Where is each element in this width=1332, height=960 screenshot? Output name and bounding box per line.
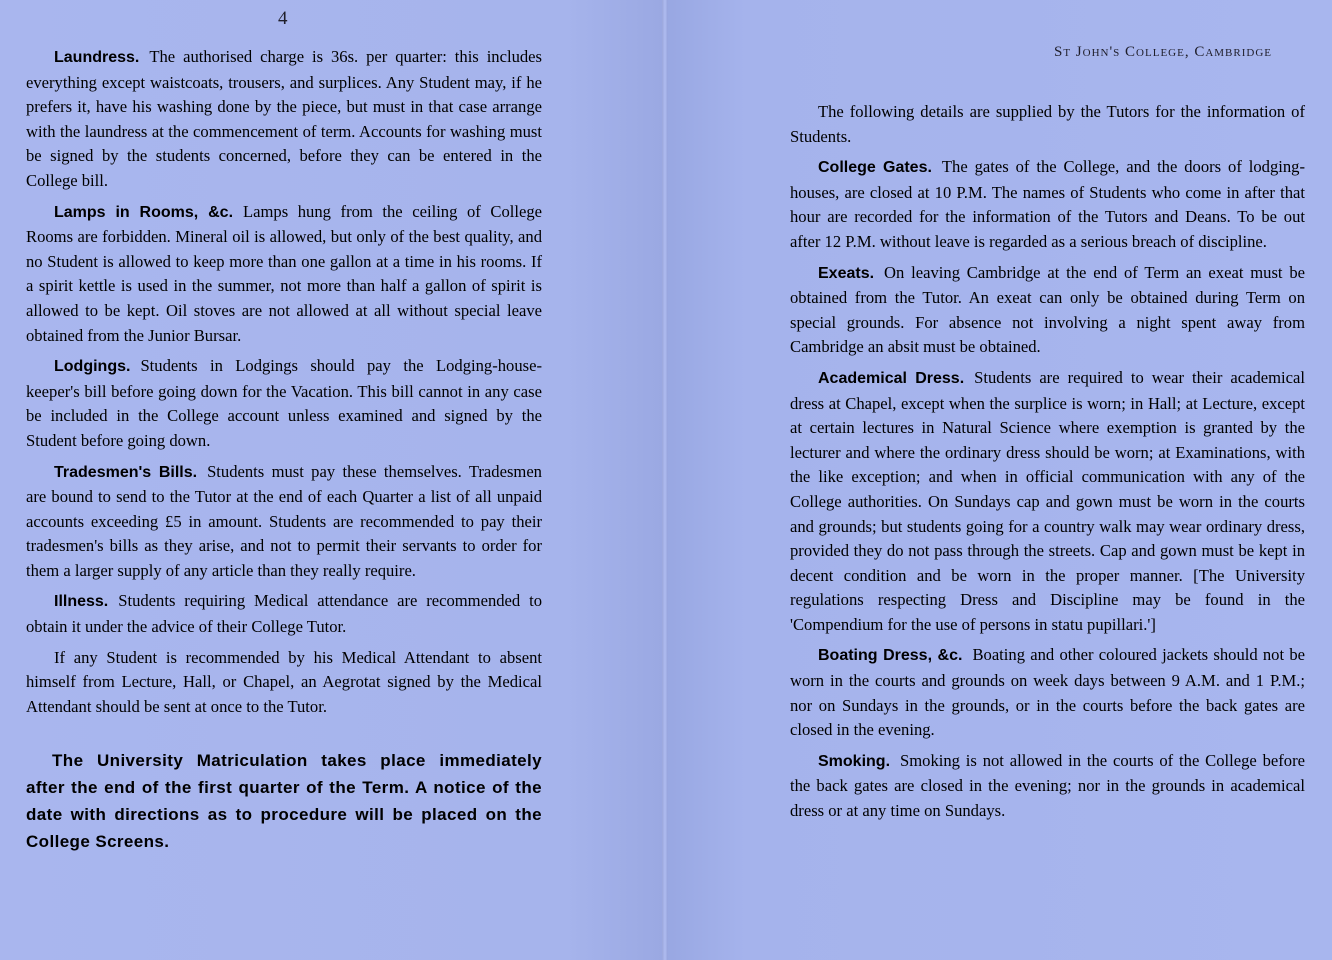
section-heading: Lodgings. bbox=[54, 358, 131, 376]
left-text-column bbox=[26, 45, 542, 872]
section-heading: Academical Dress. bbox=[818, 369, 965, 387]
matriculation-notice: The University Matriculation takes place immediately after the end of the first quarter of the Term. A notice of the date with directions as to procedure will be placed on the College Screens. bbox=[26, 751, 542, 852]
lodgings-paragraph bbox=[26, 354, 542, 453]
section-body: On leaving Cambridge at the end of Term an exeat must be obtained from the Tutor. An exeat can only be obtained during Term on special grounds. For absence not involving a night spent away from Cambridge an absit must be obtained. bbox=[790, 262, 1305, 357]
section-body: Students requiring Medical attendance are recommended to obtain it under the advice of their College Tutor. bbox=[26, 591, 542, 637]
boating-dress-paragraph bbox=[790, 643, 1305, 742]
section-body: Students are required to wear their academical dress at Chapel, except when the surplice is worn; in Hall; at Lecture, except at certain lectures in Natural Science where exemption is granted by the lecturer and where the ordinary dress should be worn; at Examinations, with the like exception; and when in official communication with any of the College authorities. On Sundays cap and gown must be worn in the courts and grounds; but students going for a country walk may wear ordinary dress, provided they do not pass through the streets. Cap and gown must be kept in decent condition and be worn in the proper manner. [The University regulations respecting Dress and Discipline may be found in the 'Compendium for the use of persons in statu pupillari.'] bbox=[790, 367, 1305, 634]
lamps-paragraph bbox=[26, 200, 542, 349]
section-heading: Laundress. bbox=[54, 49, 140, 66]
exeats-paragraph bbox=[790, 261, 1305, 360]
aegrotat-paragraph bbox=[26, 646, 542, 720]
tradesmen-bills-paragraph bbox=[26, 460, 542, 584]
section-body: Lamps hung from the ceiling of College Rooms are forbidden. Mineral oil is allowed, but only of the best quality, and no Student is allowed to keep more than one gallon at a time in his rooms. If a spirit kettle is used in the summer, not more than half a gallon of spirit is allowed to be kept. Oil stoves are not allowed at all without special leave obtained from the Junior Bursar. bbox=[26, 201, 542, 345]
book-gutter bbox=[662, 0, 668, 960]
illness-paragraph bbox=[26, 589, 542, 639]
section-body: The authorised charge is 36s. per quarter: this includes everything except waistcoats, trousers, and surplices. Any Student may, if he prefers it, have his washing done by the piece, but must in that case arrange with the laundress at the commencement of term. Accounts for washing must be signed by the students concerned, before they can be entered in the College bill. bbox=[26, 47, 542, 190]
section-heading: Smoking. bbox=[818, 752, 891, 770]
right-text-column bbox=[790, 100, 1305, 830]
smoking-paragraph bbox=[790, 749, 1305, 824]
section-body: Boating and other coloured jackets should not be worn in the courts and grounds on week days between 9 A.M. and 1 P.M.; nor on Sundays in the grounds, or in the courts before the back gates are closed in the evening. bbox=[790, 645, 1305, 740]
section-body: The gates of the College, and the doors of lodging-houses, are closed at 10 P.M. The names of Students who come in after that hour are recorded for the information of the Tutors and Deans. To be out after 12 P.M. without leave is regarded as a serious breach of discipline. bbox=[790, 157, 1305, 251]
section-heading: Tradesmen's Bills. bbox=[54, 463, 198, 481]
running-head: St John's College, Cambridge bbox=[1054, 44, 1272, 60]
section-heading: College Gates. bbox=[818, 159, 932, 177]
laundress-paragraph bbox=[26, 45, 542, 194]
section-body: Smoking is not allowed in the courts of the College before the back gates are closed in the evening; nor in the grounds in academical dress or at any time on Sundays. bbox=[790, 750, 1305, 821]
section-heading: Lamps in Rooms, &c. bbox=[54, 203, 234, 221]
section-heading: Boating Dress, &c. bbox=[818, 647, 963, 665]
section-heading: Illness. bbox=[54, 593, 109, 611]
section-body: The following details are supplied by the Tutors for the information of Students. bbox=[790, 102, 1305, 146]
page-number: 4 bbox=[278, 8, 288, 29]
section-heading: Exeats. bbox=[818, 264, 875, 282]
section-body: If any Student is recommended by his Medical Attendant to absent himself from Lecture, Hall, or Chapel, an Aegrotat signed by the Medical Attendant should be sent at once to the Tutor. bbox=[26, 647, 542, 716]
section-body: Students must pay these themselves. Tradesmen are bound to send to the Tutor at the end of each Quarter a list of all unpaid accounts exceeding £5 in amount. Students are recommended to pay their tradesmen's bills as they arise, and not to permit their servants to order for them a larger supply of any article than they really require. bbox=[26, 461, 542, 580]
intro-paragraph bbox=[790, 100, 1305, 149]
section-body: Students in Lodgings should pay the Lodging-house-keeper's bill before going down for the Vacation. This bill cannot in any case be included in the College account unless examined and signed by the Student before going down. bbox=[26, 356, 542, 450]
college-gates-paragraph bbox=[790, 155, 1305, 254]
academical-dress-paragraph bbox=[790, 366, 1305, 638]
